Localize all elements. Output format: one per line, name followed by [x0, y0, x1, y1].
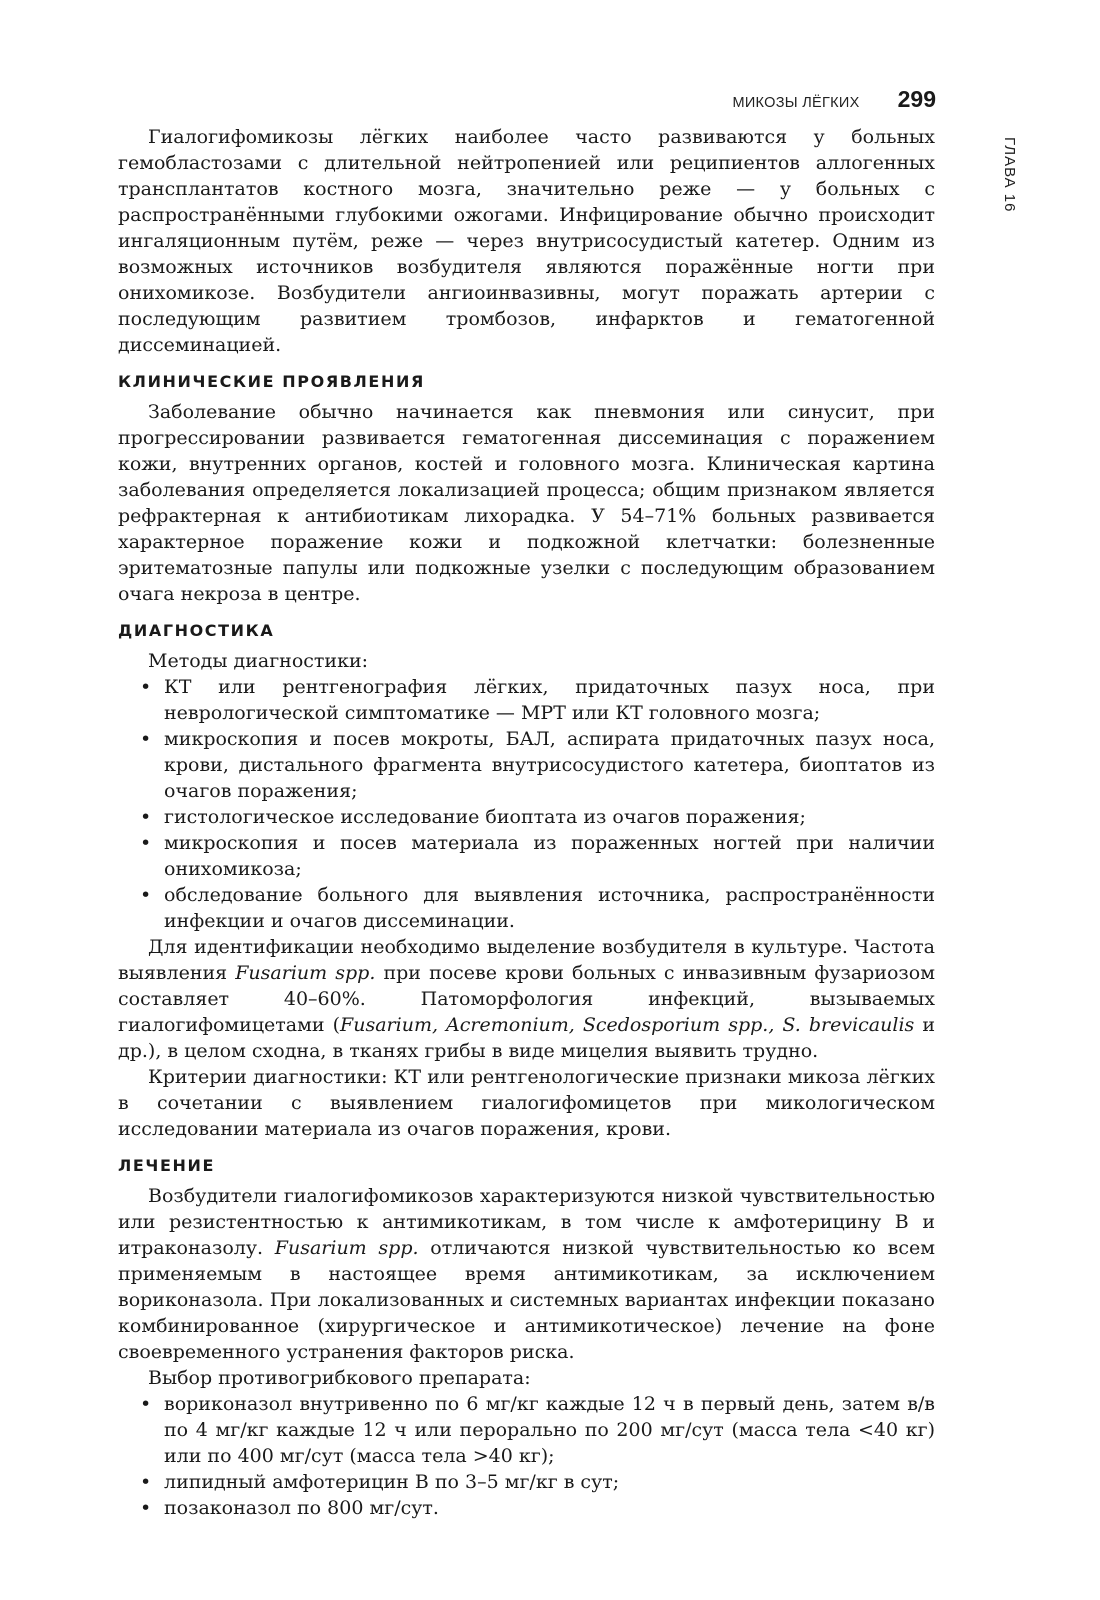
- treatment-lead: Выбор противогрибкового препарата:: [148, 1367, 531, 1389]
- diagnostics-lead: Методы диагностики:: [148, 650, 369, 672]
- text-run: отличаются низкой чувствительностью ко всем применяемым в настоящее время антимикотикам, за исключением вориконазола. При локализованных и системных вариантах инфекции показано комбинированное (хирургическое и антимикотическое) лечение на фоне своевременного устранения факторов риска.: [118, 1237, 935, 1363]
- running-head: [732, 86, 936, 113]
- species-name: Fusarium spp.: [274, 1237, 419, 1259]
- text-run: при посеве крови больных с инвазивным фузариозом составляет 40–60%. Патоморфология инфекций, вызываемых гиалогифомицетами (: [118, 962, 935, 1036]
- list-item: • микроскопия и посев материала из пораженных ногтей при наличии онихомикоза;: [164, 830, 935, 882]
- page-number: 299: [897, 86, 936, 112]
- running-title: МИКОЗЫ ЛЁГКИХ: [732, 95, 860, 111]
- list-item: • гистологическое исследование биоптата из очагов поражения;: [164, 804, 935, 830]
- species-list: Fusarium, Acremonium, Scedosporium spp., S. brevicaulis: [340, 1014, 915, 1036]
- text-run: Возбудители гиалогифомикозов характеризуются низкой чувствительностью или резистентностью к антимикотикам, в том числе к амфотерицину В и итраконазолу.: [118, 1185, 935, 1259]
- section-heading-treatment: ЛЕЧЕНИЕ: [118, 1156, 215, 1175]
- list-item: • позаконазол по 800 мг/сут.: [164, 1495, 935, 1521]
- list-item: • КТ или рентгенография лёгких, придаточных пазух носа, при неврологической симптоматике — МРТ или КТ головного мозга;: [164, 674, 935, 726]
- section-heading-clinical: КЛИНИЧЕСКИЕ ПРОЯВЛЕНИЯ: [118, 372, 425, 391]
- treatment-paragraph: [118, 1183, 935, 1365]
- list-item: • обследование больного для выявления источника, распространённости инфекции и очагов диссеминации.: [164, 882, 935, 934]
- diagnostics-criteria: Критерии диагностики: КТ или рентгенологические признаки микоза лёгких в сочетании с выявлением гиалогифомицетов при микологическом исследовании материала из очагов поражения, крови.: [118, 1066, 935, 1140]
- diagnostics-paragraph: [118, 934, 935, 1064]
- list-item: • микроскопия и посев мокроты, БАЛ, аспирата придаточных пазух носа, крови, дистального фрагмента внутрисосудистого катетера, биоптатов из очагов поражения;: [164, 726, 935, 804]
- text-run: и др.), в целом сходна, в тканях грибы в виде мицелия выявить трудно.: [118, 1014, 936, 1062]
- diagnostics-list: [118, 674, 935, 934]
- intro-paragraph: Гиалогифомикозы лёгких наиболее часто развиваются у больных гемобластозами с длительной нейтропенией или реципиентов аллогенных трансплантатов костного мозга, значительно реже — у больных с распространёнными глубокими ожогами. Инфицирование обычно происходит ингаляционным путём, реже — через внутрисосудистый катетер. Одним из возможных источников возбудителя являются поражённые ногти при онихомикозе. Возбудители ангиоинвазивны, могут поражать артерии с последующим развитием тромбозов, инфарктов и гематогенной диссеминацией.: [118, 126, 935, 356]
- page-content: [118, 124, 935, 1521]
- text-run: Для идентификации необходимо выделение возбудителя в культуре. Частота выявления: [118, 936, 935, 984]
- chapter-tab: ГЛАВА 16: [1001, 137, 1018, 213]
- section-heading-diagnostics: ДИАГНОСТИКА: [118, 621, 275, 640]
- species-name: Fusarium spp.: [235, 962, 376, 984]
- list-item: • липидный амфотерицин В по 3–5 мг/кг в сут;: [164, 1469, 935, 1495]
- list-item: • вориконазол внутривенно по 6 мг/кг каждые 12 ч в первый день, затем в/в по 4 мг/кг каждые 12 ч или перорально по 200 мг/сут (масса тела <40 кг) или по 400 мг/сут (масса тела >40 кг);: [164, 1391, 935, 1469]
- clinical-paragraph: Заболевание обычно начинается как пневмония или синусит, при прогрессировании развивается гематогенная диссеминация с поражением кожи, внутренних органов, костей и головного мозга. Клиническая картина заболевания определяется локализацией процесса; общим признаком является рефрактерная к антибиотикам лихорадка. У 54–71% больных развивается характерное поражение кожи и подкожной клетчатки: болезненные эритематозные папулы или подкожные узелки с последующим образованием очага некроза в центре.: [118, 401, 935, 605]
- treatment-list: [118, 1391, 935, 1521]
